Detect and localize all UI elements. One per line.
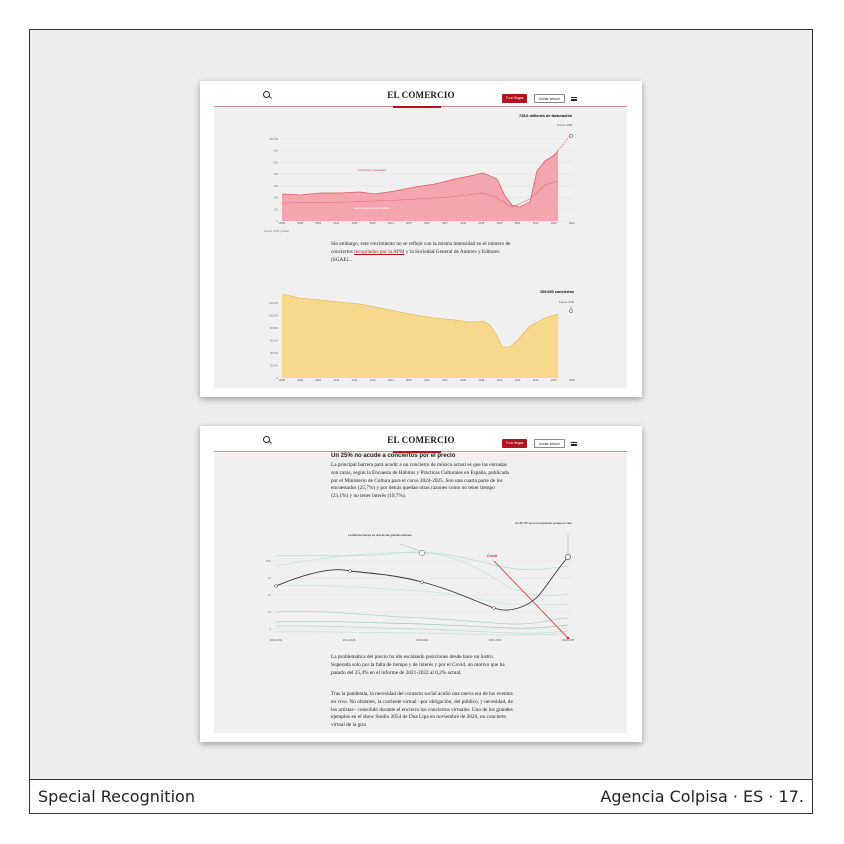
price-annotation: Un 25,7% va no a conciertos porque es caro (514, 521, 572, 525)
x-tick-label: 2024-2025 (561, 639, 575, 642)
x-tick-label: 2008 (279, 222, 285, 225)
annotation-dot (569, 309, 572, 312)
data-point (349, 570, 352, 573)
section-heading: Un 25% no acude a conciertos por el precio (331, 453, 456, 459)
y-tick-label: 100.000 (268, 314, 278, 318)
y-tick-label: 80.000 (270, 327, 278, 330)
apm-link[interactable]: recopilados por la APM (354, 248, 405, 255)
concerts-annotation: 109.690 conciertos (540, 290, 574, 294)
x-tick-label: 2022 (532, 379, 539, 382)
x-tick-label: 2019 (478, 379, 485, 382)
slide-footer (29, 779, 813, 814)
revenue-chart (200, 81, 642, 397)
x-tick-label: 2016 (424, 222, 430, 225)
x-tick-label: 2019 (478, 222, 485, 225)
screenshot-top (200, 81, 642, 397)
data-point-highlight (419, 550, 424, 555)
x-tick-label: 2017 (442, 379, 449, 382)
series-label-concerts: Conciertos y festivales (358, 168, 386, 172)
data-point-highlight (565, 554, 570, 559)
site-logo[interactable]: EL COMERCIO (387, 90, 455, 100)
y-tick-label: 100 (273, 208, 278, 212)
article-paragraph: Tras la pandemia, la necesidad del contacto social acuñó una nueva era de los eventos en vivo. No obstante, la corriente virtual –por obligación, del público, y necesidad, de los artistas– consolidó durante el encierro los conciertos virtuales. Uno de los grandes ejemplos en el show Studio 2054 de Dua Lipa en noviembre de 2020, un concierto virtual de la gira (331, 691, 513, 729)
revenue-annotation: 725,6 millones de facturación (519, 114, 572, 118)
x-tick-label: 2010 (315, 379, 322, 382)
x-tick-label: 2021-2022 (488, 639, 502, 642)
x-tick-label: 2023 (550, 222, 557, 225)
x-tick-label: 2012 (351, 222, 358, 225)
y-tick-label: 700 M€ (269, 138, 278, 141)
x-tick-label: 2018 (460, 379, 467, 382)
x-tick-label: 2018 (460, 222, 467, 225)
y-tick-label: 0 (276, 220, 278, 223)
x-tick-label: 2023 (550, 379, 557, 382)
x-tick-label: 2022 (532, 222, 539, 225)
x-tick-label: 2018-2019 (415, 639, 429, 642)
concerts-annotation-source: Fuente: APM (559, 301, 574, 304)
x-tick-label: 2013 (369, 222, 376, 225)
concerts-area (282, 294, 558, 378)
y-tick-label: 200 (273, 196, 278, 200)
x-tick-label: 2024 (569, 379, 575, 382)
x-tick-label: 2010-2011 (269, 639, 283, 642)
x-tick-label: 2015 (405, 222, 412, 225)
series-line (276, 553, 568, 596)
article-paragraph: La problemática del precio ha ido escalando posiciones desde hace un lustro. Superada solo por la falta de tiempo y de interés y por el Covid, un motivo que ha pasado del 25,4% en el informe de 2021-2022 al 0,2% actual. (331, 654, 505, 676)
y-tick-label: 10 (268, 611, 271, 614)
y-tick-label: 15 (268, 594, 271, 597)
x-tick-label: 2021 (514, 379, 521, 382)
x-tick-label: 2020 (496, 379, 503, 382)
revenue-source: Fuente: APM y SGAE (264, 230, 289, 233)
revenue-annotation-source: Fuente: APM (557, 124, 572, 127)
covid-line (494, 561, 568, 638)
y-tick-label: 120.000 (268, 302, 278, 305)
series-line (276, 621, 568, 628)
x-tick-label: 2016 (424, 379, 430, 382)
x-tick-label: 2017 (442, 222, 449, 225)
login-button[interactable]: Iniciar sesión (534, 439, 565, 448)
x-tick-label: 2008 (279, 379, 285, 382)
site-logo[interactable]: EL COMERCIO (387, 435, 455, 445)
subscribe-button[interactable]: Tu sí llegas (502, 439, 527, 448)
x-tick-label: 2009 (297, 379, 304, 382)
x-tick-label: 2009 (297, 222, 304, 225)
x-tick-label: 2024 (569, 222, 575, 225)
x-tick-label: 2015 (405, 379, 412, 382)
y-tick-label: 25% (265, 560, 271, 563)
y-tick-label: 60.000 (270, 339, 278, 343)
y-tick-label: 5 (269, 628, 271, 631)
article-paragraph: Sin embargo, este crecimiento no se reflejó con la misma intensidad en el número de conciertos recopilados por la APM y la Sociedad General de Autores y Editores (SGAE)... (331, 241, 511, 263)
y-tick-label: 300 (273, 184, 278, 188)
credit-label: Agencia Colpisa · ES · 17. (600, 787, 804, 806)
screenshot-bottom (200, 426, 642, 742)
data-point (421, 581, 424, 584)
x-tick-label: 2020 (496, 222, 503, 225)
series-label-tours: Giras nacionales con público (354, 206, 390, 210)
series-line (276, 611, 568, 624)
y-tick-label: 400 (273, 173, 278, 177)
y-tick-label: 40.000 (270, 352, 278, 355)
x-tick-label: 2014 (387, 222, 394, 225)
x-tick-label: 2011 (333, 222, 340, 225)
y-tick-label: 0 (276, 377, 278, 380)
subscribe-button[interactable]: Tu sí llegas (502, 94, 527, 103)
x-tick-label: 2010 (315, 222, 322, 225)
annotation-leader (400, 544, 420, 551)
annotation-dot (569, 134, 572, 137)
x-tick-label: 2021 (514, 222, 521, 225)
data-point (275, 585, 278, 588)
x-tick-label: 2013 (369, 379, 376, 382)
x-tick-label: 2014-2015 (342, 639, 356, 642)
data-point (493, 607, 496, 610)
x-tick-label: 2011 (333, 379, 340, 382)
x-tick-label: 2014 (387, 379, 394, 382)
y-tick-label: 500 (273, 161, 278, 165)
time-annotation: La falta de tiempo es otra de las grandes razones (348, 533, 412, 537)
award-label: Special Recognition (38, 787, 195, 806)
covid-annotation: Covid (487, 554, 497, 558)
x-tick-label: 2012 (351, 379, 358, 382)
y-tick-label: 20.000 (270, 364, 278, 368)
article-paragraph: La principal barrera para acudir a un concierto de música actual es que las entradas son caras, según la Encuesta de Hábitos y Prácticas Culturales en España, publicada por el Ministerio de Cultura para el curso 2024-2025. Son una cuarta parte de los encuestados (25,7%) y por detrás quedan otras razones como no tener tiempo (23,1%) y no tener interés (19,7%). (331, 462, 509, 500)
y-tick-label: 20 (268, 577, 271, 580)
login-button[interactable]: Iniciar sesión (534, 94, 565, 103)
y-tick-label: 600 (273, 149, 278, 153)
